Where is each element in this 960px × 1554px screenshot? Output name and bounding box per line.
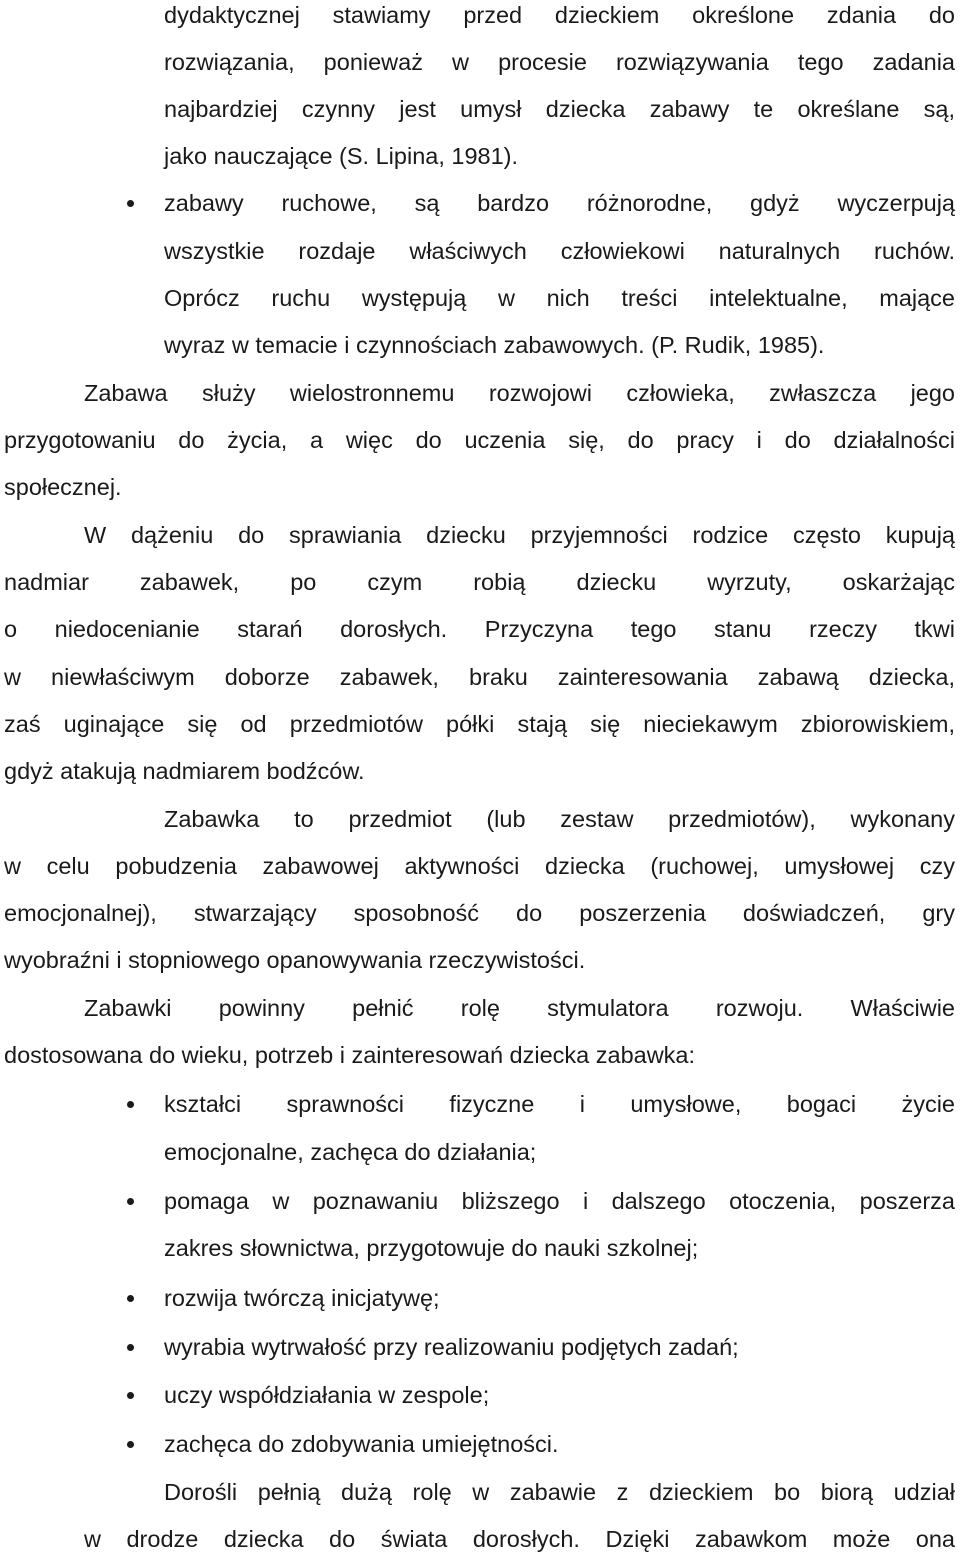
text-line: Dorośli pełnią dużą rolę w zabawie z dzieckiem bo biorą udział — [164, 1479, 955, 1505]
text-line: Zabawa służy wielostronnemu rozwojowi człowieka, zwłaszcza jego — [84, 380, 955, 406]
text-line: rozwija twórczą inicjatywę; — [164, 1285, 440, 1311]
text-line: gdyż atakują nadmiarem bodźców. — [4, 758, 365, 784]
text-line: emocjonalnej), stwarzający sposobność do poszerzenia doświadczeń, gry — [4, 900, 955, 926]
text-line: zabawy ruchowe, są bardzo różnorodne, gdyż wyczerpują — [164, 190, 955, 216]
text-line: społecznej. — [4, 474, 122, 500]
text-line: Zabawki powinny pełnić rolę stymulatora rozwoju. Właściwie — [84, 995, 955, 1021]
text-line: dydaktycznej stawiamy przed dzieckiem określone zdania do — [164, 2, 955, 28]
text-line: zaś uginające się od przedmiotów półki stają się nieciekawym zbiorowiskiem, — [4, 711, 955, 737]
bullet-icon — [127, 1344, 134, 1351]
text-line: przygotowaniu do życia, a więc do uczenia się, do pracy i do działalności — [4, 427, 955, 453]
text-line: wyraz w temacie i czynnościach zabawowych. (P. Rudik, 1985). — [164, 332, 825, 358]
bullet-icon — [127, 1101, 134, 1108]
text-line: uczy współdziałania w zespole; — [164, 1382, 490, 1408]
text-line: w celu pobudzenia zabawowej aktywności dziecka (ruchowej, umysłowej czy — [4, 853, 955, 879]
text-line: nadmiar zabawek, po czym robią dziecku wyrzuty, oskarżając — [4, 569, 955, 595]
bullet-icon — [127, 1295, 134, 1302]
text-line: kształci sprawności fizyczne i umysłowe, bogaci życie — [164, 1091, 955, 1117]
text-line: Oprócz ruchu występują w nich treści intelektualne, mające — [164, 285, 955, 311]
text-line: zachęca do zdobywania umiejętności. — [164, 1431, 559, 1457]
text-line: wyrabia wytrwałość przy realizowaniu podjętych zadań; — [164, 1334, 739, 1360]
text-line: rozwiązania, ponieważ w procesie rozwiązywania tego zadania — [164, 49, 955, 75]
text-line: jako nauczające (S. Lipina, 1981). — [164, 143, 519, 169]
text-line: wyobraźni i stopniowego opanowywania rzeczywistości. — [4, 947, 586, 973]
text-line: W dążeniu do sprawiania dziecku przyjemności rodzice często kupują — [84, 522, 955, 548]
text-line: zakres słownictwa, przygotowuje do nauki szkolnej; — [164, 1235, 699, 1261]
text-line: wszystkie rozdaje właściwych człowiekowi naturalnych ruchów. — [164, 238, 955, 264]
text-line: Zabawka to przedmiot (lub zestaw przedmiotów), wykonany — [164, 806, 955, 832]
text-line: w niewłaściwym doborze zabawek, braku zainteresowania zabawą dziecka, — [4, 664, 955, 690]
text-line: dostosowana do wieku, potrzeb i zainteresowań dziecka zabawka: — [4, 1042, 696, 1068]
bullet-icon — [127, 1441, 134, 1448]
text-line: pomaga w poznawaniu bliższego i dalszego otoczenia, poszerza — [164, 1188, 955, 1214]
text-line: o niedocenianie starań dorosłych. Przyczyna tego stanu rzeczy tkwi — [4, 616, 955, 642]
bullet-icon — [127, 200, 134, 207]
text-line: emocjonalne, zachęca do działania; — [164, 1139, 537, 1165]
bullet-icon — [127, 1392, 134, 1399]
text-line: najbardziej czynny jest umysł dziecka zabawy te określane są, — [164, 96, 955, 122]
text-line: w drodze dziecka do świata dorosłych. Dzięki zabawkom może ona — [84, 1526, 955, 1552]
bullet-icon — [127, 1198, 134, 1205]
